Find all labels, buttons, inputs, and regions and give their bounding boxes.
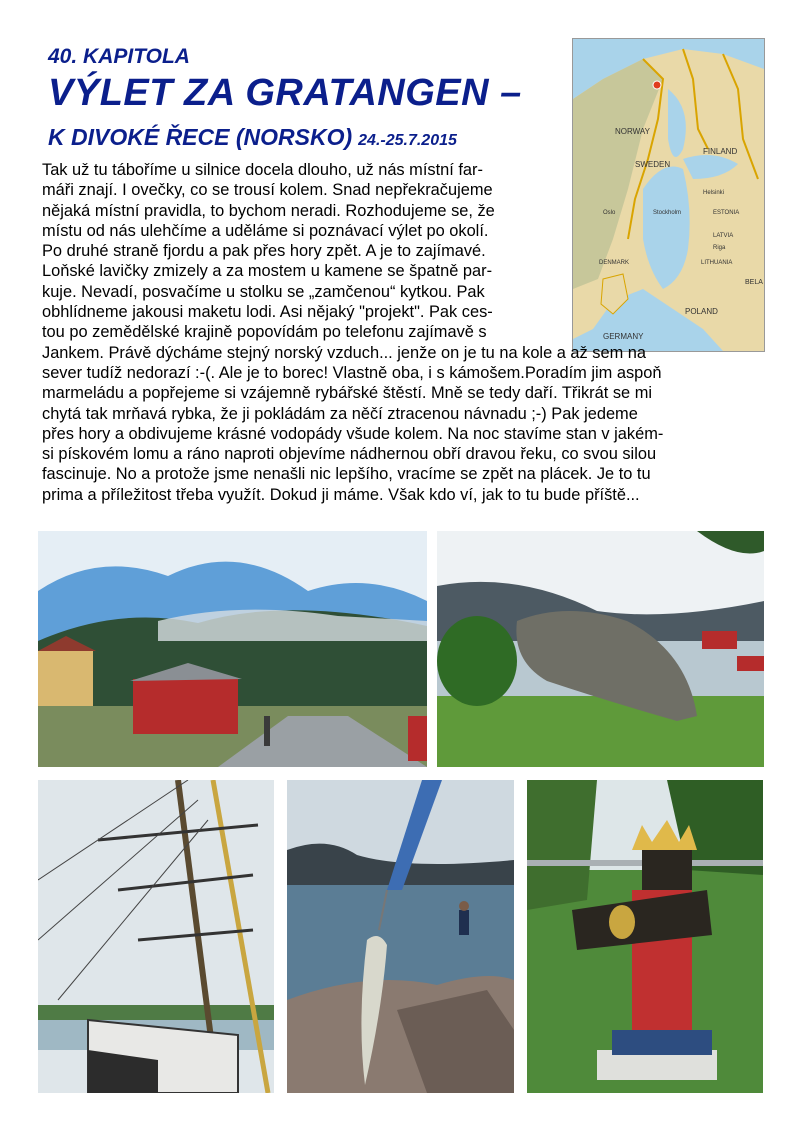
page-title: VÝLET ZA GRATANGEN – bbox=[48, 72, 522, 114]
body-line: Jankem. Právě dýcháme stejný norský vzduch... jenže on je tu na kole a až sem na bbox=[42, 343, 647, 362]
body-line: nějaká místní pravidla, to bychom neradi. Rozhodujeme se, že bbox=[42, 201, 495, 220]
body-line: fascinuje. No a protože jsme nenašli nic lepšího, vracíme se zpět na plácek. Je to tu bbox=[42, 465, 651, 484]
map-label-stockholm: Stockholm bbox=[653, 210, 682, 216]
map-label-denmark: DENMARK bbox=[599, 260, 630, 266]
map-label-estonia: ESTONIA bbox=[713, 210, 740, 216]
body-line: sever tudíž nedorazí :-(. Ale je to borec! Vlastně oba, i s kámošem.Poradím jim aspoň bbox=[42, 363, 662, 382]
photo-fishing-lure bbox=[287, 780, 514, 1093]
body-line: Tak už tu táboříme u silnice docela dlouho, už nás místní far- bbox=[42, 161, 483, 179]
body-line: chytá tak mrňavá rybka, že ji pokládám za něčí ztracenou návnadu ;-) Pak jedeme bbox=[42, 404, 638, 423]
body-line: kuje. Nevadí, posvačíme u stolku se „zamčenou“ kytkou. Pak bbox=[42, 282, 485, 301]
subtitle-text: K DIVOKÉ ŘECE (NORSKO) bbox=[48, 124, 353, 150]
body-line: obhlídneme jakousi maketu lodi. Asi nějaký "projekt". Pak ces- bbox=[42, 303, 493, 322]
photo-ship-mast bbox=[38, 780, 274, 1093]
photo-wooden-king bbox=[527, 780, 763, 1093]
article-body bbox=[42, 160, 766, 505]
body-line: Loňské lavičky zmizely a za mostem u kamene se špatně par- bbox=[42, 262, 493, 281]
map-label-finland: FINLAND bbox=[703, 147, 738, 156]
map-label-poland: POLAND bbox=[685, 307, 718, 316]
photo-red-barn bbox=[38, 531, 427, 767]
map-label-bela: BELA bbox=[745, 279, 763, 286]
body-line: máři znají. I ovečky, co se trousí kolem. Snad nepřekračujeme bbox=[42, 181, 493, 200]
map-label-riga: Riga bbox=[713, 245, 726, 251]
map-label-latvia: LATVIA bbox=[713, 233, 734, 239]
chapter-number: 40. KAPITOLA bbox=[48, 45, 190, 68]
body-line: marmeládu a popřejeme si vzájemně rybářské štěstí. Mně se tedy daří. Třikrát se mi bbox=[42, 384, 653, 403]
map-label-sweden: SWEDEN bbox=[635, 160, 671, 169]
body-line: přes hory a obdivujeme krásné vodopády všude kolem. Na noc stavíme stan v jakém- bbox=[42, 424, 664, 443]
photo-boulder bbox=[437, 531, 764, 767]
map-label-helsinki: Helsinki bbox=[703, 190, 725, 196]
map-label-norway: NORWAY bbox=[615, 127, 650, 136]
map-label-lithuania: LITHUANIA bbox=[701, 260, 733, 266]
trip-dates: 24.-25.7.2015 bbox=[358, 132, 457, 149]
page-subtitle bbox=[48, 124, 457, 151]
body-line: Po druhé straně fjordu a pak přes hory zpět. A je to zajímavé. bbox=[42, 242, 486, 261]
map-label-oslo: Oslo bbox=[603, 210, 616, 216]
body-line: tou po zemědělské krajině popovídám po telefonu zajímavě s bbox=[42, 323, 487, 342]
body-line: si pískovém lomu a ráno naproti objevíme nádhernou obří dravou řeku, co svou silou bbox=[42, 445, 657, 464]
map-label-germany: GERMANY bbox=[603, 332, 644, 341]
body-line: místu od nás ulehčíme a uděláme si poznávací výlet po okolí. bbox=[42, 221, 489, 240]
body-line: prima a příležitost třeba využít. Dokud ji máme. Však kdo ví, jak to tu bude příště... bbox=[42, 485, 640, 504]
